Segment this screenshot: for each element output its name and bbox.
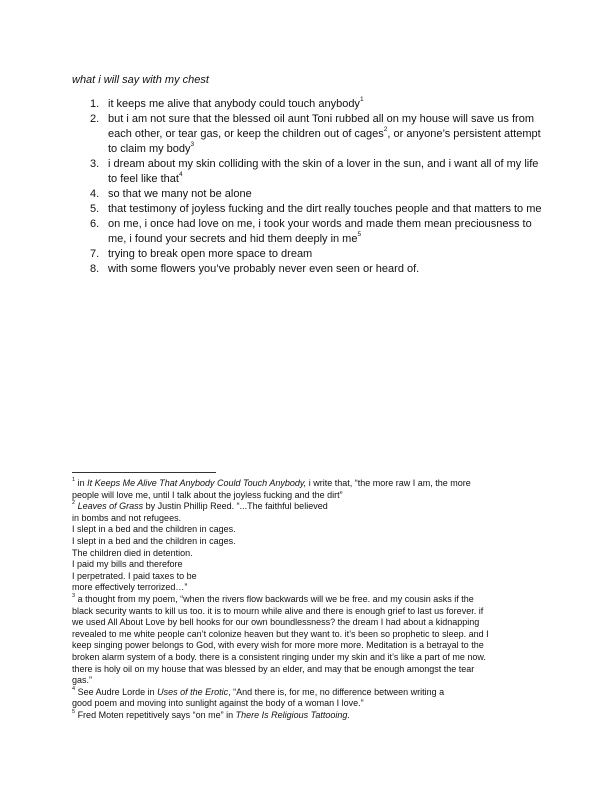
footnote-line: [72, 652, 542, 664]
footnote-ref: 3: [190, 141, 195, 149]
footnote-text: Fred Moten repetitively says “on me” in: [75, 709, 236, 720]
footnote-title: Uses of the Erotic: [157, 686, 229, 697]
footnote-text: i write that, “the more raw I am, the more: [306, 478, 471, 488]
footnote-line: [72, 571, 542, 583]
footnote-line: [72, 606, 542, 618]
footnote-line: [72, 617, 542, 629]
footnote-text: in: [75, 478, 88, 488]
footnote-marker: 5: [72, 708, 76, 715]
list-item: [72, 217, 542, 247]
footnote-line: [72, 536, 542, 548]
footnote-line: [72, 629, 542, 641]
footnote-text: we used All About Love by bell hooks for our own boundlessness? the dream I had about a kidnapping: [72, 617, 480, 628]
item-text: on me, i once had love on me, i took your words and made them mean preciousness to me, i found your secrets and hid them deeply in me: [108, 218, 532, 245]
item-text: trying to break open more space to dream: [108, 248, 313, 260]
footnote-line: [72, 687, 542, 699]
footnote-text: revealed to me white people can’t colonize heaven but they want to. it’s been so prophetic to sleep. and I: [72, 628, 489, 639]
footnote-text: a thought from my poem, “when the rivers flow backwards will we be free. and my cousin asks if the: [75, 593, 474, 604]
footnote-text: more effectively terrorized…”: [72, 582, 188, 593]
footnote-line: [72, 582, 542, 594]
footnote-line: [72, 478, 542, 490]
item-number: 3.: [90, 158, 100, 170]
list-item: [72, 247, 542, 262]
item-number: 1.: [90, 98, 100, 110]
footnote-text: .: [347, 709, 350, 720]
footnote-line: [72, 501, 542, 513]
footnote-text: there is holy oil on my house that was blessed by an elder, and may that be enough amongst the tear: [72, 663, 475, 674]
footnote-text: broken alarm system of a body. there is a consistent ringing under my skin and it’s like a part of me now.: [72, 651, 486, 662]
item-number: 6.: [90, 218, 100, 230]
footnote-text: I slept in a bed and the children in cages.: [72, 524, 236, 535]
footnote-text: good poem and moving into sunlight against the body of a woman I love.”: [72, 698, 364, 709]
footnote-title: Leaves of Grass: [77, 501, 144, 512]
item-number: 8.: [90, 263, 100, 275]
footnote-text: black security wants to kill us too. it is to mourn while alive and there is enough grief to last us forever. if: [72, 605, 484, 616]
footnote-line: [72, 524, 542, 536]
list-item: [72, 112, 542, 157]
footnote-line: [72, 594, 542, 606]
list-item: [72, 202, 542, 217]
footnote-line: [72, 640, 542, 652]
footnote-line: [72, 490, 542, 502]
footnote-line: [72, 710, 542, 722]
item-text: that testimony of joyless fucking and the dirt really touches people and that matters to me: [108, 203, 542, 215]
footnotes: [72, 478, 542, 721]
footnote-marker: 4: [72, 685, 76, 692]
footnote-line: [72, 675, 542, 687]
footnote-title: It Keeps Me Alive That Anybody Could Touch Anybody,: [87, 478, 307, 488]
footnote-text: I slept in a bed and the children in cages.: [72, 535, 236, 546]
footnote-ref: 5: [357, 231, 362, 239]
footnote-text: people will love me, until I talk about the joyless fucking and the dirt”: [72, 489, 343, 500]
footnote-line: [72, 513, 542, 525]
footnote-line: [72, 698, 542, 710]
footnote-text: I paid my bills and therefore: [72, 559, 183, 570]
footnote-line: [72, 664, 542, 676]
footnote-marker: 3: [72, 592, 76, 599]
item-text: so that we many not be alone: [108, 188, 252, 200]
footnote-text: I perpetrated. I paid taxes to be: [72, 570, 197, 581]
item-number: 5.: [90, 203, 100, 215]
footnote-line: [72, 548, 542, 560]
footnote-ref: 4: [178, 171, 183, 179]
footnote-text: gas.”: [72, 675, 93, 686]
item-text: it keeps me alive that anybody could touch anybody: [108, 98, 360, 110]
footnote-line: [72, 559, 542, 571]
item-text: with some flowers you’ve probably never even seen or heard of.: [108, 263, 420, 275]
poem-title: what i will say with my chest: [72, 74, 209, 86]
poem-list: [72, 97, 542, 277]
footnote-text: keep singing power belongs to God, with every wish for more more more. Meditation is a betrayal to the: [72, 640, 484, 651]
list-item: [72, 187, 542, 202]
list-item: [72, 157, 542, 187]
footnote-text: by Justin Phillip Reed. “...The faithful believed: [143, 501, 328, 512]
footnote-ref: 2: [383, 126, 388, 134]
footnote-ref: 1: [359, 96, 364, 104]
footnote-text: in bombs and not refugees.: [72, 512, 182, 523]
footnote-text: See Audre Lorde in: [75, 686, 158, 697]
footnote-text: , “And there is, for me, no difference between writing a: [228, 686, 445, 697]
footnote-text: The children died in detention.: [72, 547, 193, 558]
footnote-divider: [72, 472, 216, 473]
footnote-title: There Is Religious Tattooing: [235, 709, 348, 720]
footnote-marker: 2: [72, 500, 76, 507]
item-number: 2.: [90, 113, 100, 125]
item-number: 7.: [90, 248, 100, 260]
list-item: [72, 262, 542, 277]
list-item: [72, 97, 542, 112]
item-text: , or anyone’s persistent attempt to claim my body: [108, 128, 541, 155]
item-number: 4.: [90, 188, 100, 200]
item-text: i dream about my skin colliding with the skin of a lover in the sun, and i want all of my life to feel like that: [108, 158, 539, 185]
item-text: but i am not sure that the blessed oil aunt Toni rubbed all on my house will save us from each other, or tear gas, or keep the children out of cages: [108, 113, 534, 140]
footnote-marker: 1: [72, 477, 76, 483]
